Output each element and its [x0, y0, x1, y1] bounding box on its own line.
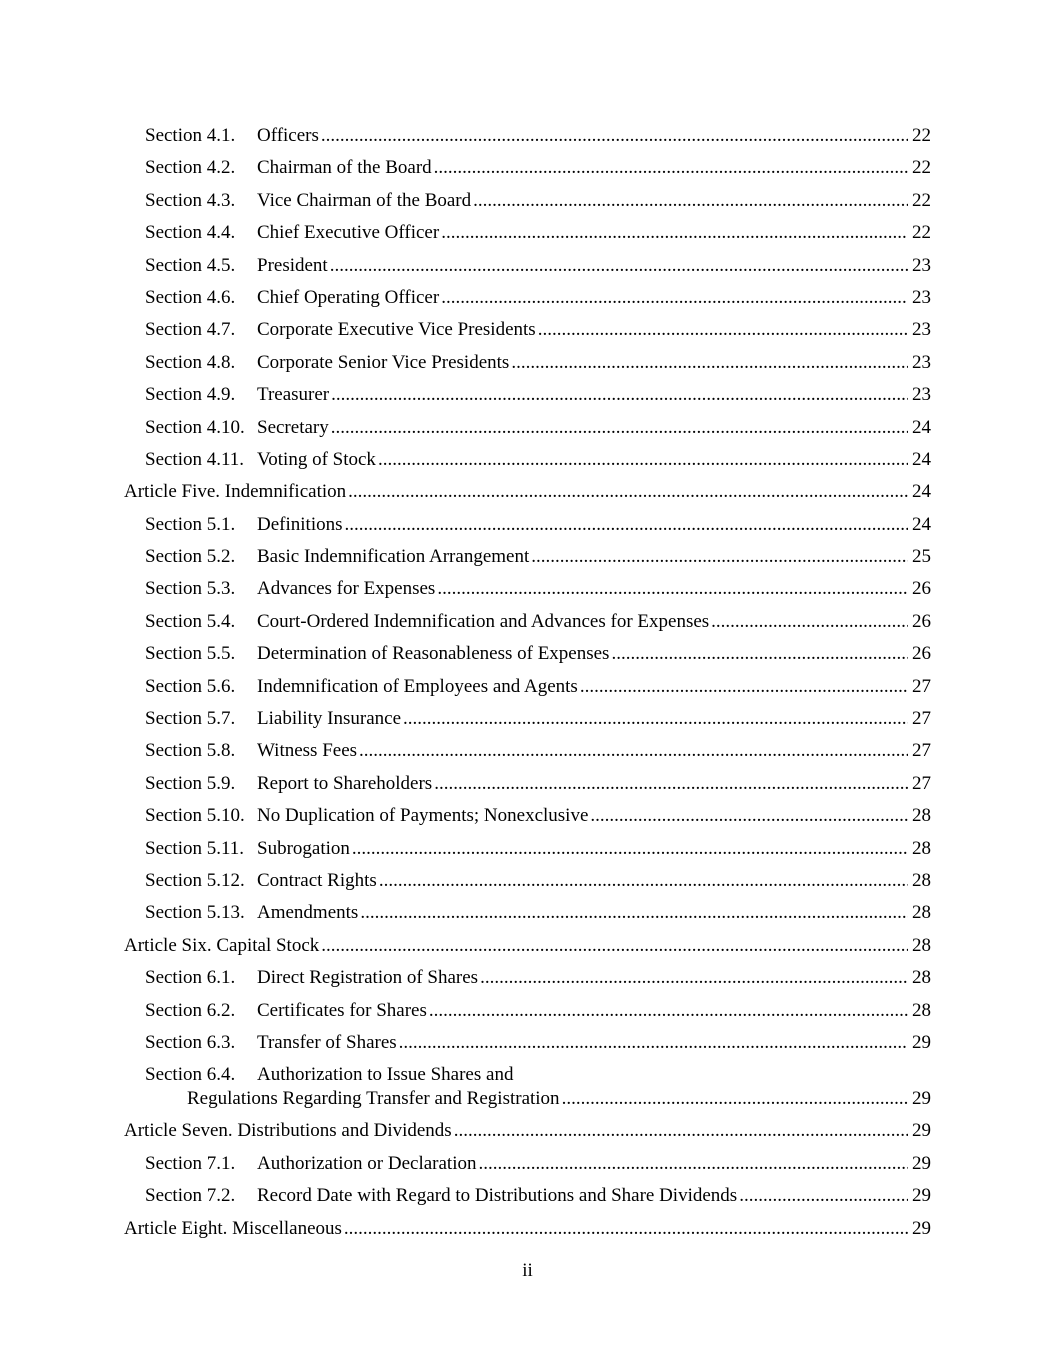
page-reference: 28	[912, 902, 931, 924]
section-title: Certificates for Shares	[257, 999, 427, 1021]
article-title: Article Seven. Distributions and Dividends	[124, 1120, 452, 1142]
toc-entry-section	[0, 1148, 1055, 1180]
dot-leader	[434, 773, 908, 795]
page-reference: 24	[912, 481, 931, 503]
section-number: Section 5.10.	[145, 805, 245, 827]
dot-leader	[454, 1120, 908, 1142]
toc-entry-article	[0, 930, 1055, 962]
toc-entry-section	[0, 671, 1055, 703]
dot-leader	[441, 222, 908, 244]
toc-entry-section	[0, 865, 1055, 897]
dot-leader	[429, 1000, 908, 1022]
toc-entry-section	[0, 541, 1055, 573]
toc-entry-section	[0, 703, 1055, 735]
section-title: Court-Ordered Indemnification and Advances for Expenses	[257, 610, 710, 632]
dot-leader	[611, 643, 908, 665]
toc-entry-article	[0, 1115, 1055, 1147]
toc-entry-section	[0, 638, 1055, 670]
dot-leader	[511, 352, 908, 374]
toc-entry-section	[0, 185, 1055, 217]
section-title: Officers	[257, 125, 319, 146]
section-title: Vice Chairman of the Board	[257, 189, 472, 211]
toc-entry-section	[0, 120, 1055, 152]
toc-entry-first-line	[145, 1064, 513, 1086]
page-reference: 29	[912, 1185, 931, 1207]
toc-entry-article	[0, 1213, 1055, 1245]
dot-leader	[473, 190, 908, 212]
page-reference: 28	[912, 967, 931, 989]
table-of-contents	[0, 120, 1055, 1245]
section-title: Corporate Executive Vice Presidents	[257, 319, 536, 341]
toc-entry-section	[0, 250, 1055, 282]
toc-entry-section	[0, 800, 1055, 832]
section-title: Witness Fees	[257, 740, 358, 762]
toc-entry-section	[0, 444, 1055, 476]
dot-leader	[480, 967, 908, 989]
section-number: Section 5.3.	[145, 578, 236, 600]
page-reference: 29	[912, 1031, 931, 1053]
page-reference: 29	[912, 1088, 931, 1110]
page-reference: 25	[912, 546, 931, 568]
toc-entry-section	[0, 606, 1055, 638]
section-title: Subrogation	[257, 837, 350, 859]
toc-entry-section	[0, 1027, 1055, 1059]
toc-entry-article	[0, 476, 1055, 508]
section-number: Section 5.8.	[145, 740, 236, 762]
section-title: Authorization or Declaration	[257, 1152, 477, 1174]
section-number: Section 5.12.	[145, 869, 245, 891]
toc-entry-section	[0, 314, 1055, 346]
toc-entry-section	[0, 833, 1055, 865]
section-number: Section 7.2.	[145, 1185, 236, 1207]
page-reference: 22	[912, 125, 931, 146]
section-title: Amendments	[257, 902, 359, 924]
page-reference: 26	[912, 643, 931, 665]
dot-leader	[711, 611, 908, 633]
section-number: Section 4.4.	[145, 222, 236, 244]
dot-leader	[562, 1088, 908, 1110]
page-reference: 28	[912, 999, 931, 1021]
dot-leader	[321, 125, 908, 147]
dot-leader	[345, 514, 909, 536]
section-number: Section 5.4.	[145, 610, 236, 632]
section-title: No Duplication of Payments; Nonexclusive	[257, 805, 589, 827]
section-number: Section 7.1.	[145, 1152, 236, 1174]
page-reference: 24	[912, 448, 931, 470]
section-number: Section 5.2.	[145, 546, 236, 568]
dot-leader	[590, 805, 908, 827]
article-title: Article Five. Indemnification	[124, 481, 347, 503]
dot-leader	[352, 838, 908, 860]
toc-entry-section	[0, 962, 1055, 994]
page-reference: 22	[912, 157, 931, 179]
section-number: Section 5.13.	[145, 902, 245, 924]
section-number: Section 5.7.	[145, 708, 236, 730]
page-reference: 23	[912, 319, 931, 341]
dot-leader	[321, 935, 908, 957]
dot-leader	[441, 287, 908, 309]
toc-entry-section	[0, 1059, 1055, 1115]
page-reference: 23	[912, 286, 931, 308]
section-number: Section 4.3.	[145, 189, 236, 211]
section-title: Chief Operating Officer	[257, 286, 440, 308]
page-reference: 28	[912, 869, 931, 891]
section-number: Section 4.8.	[145, 351, 236, 373]
toc-entry-section	[0, 509, 1055, 541]
section-title: Record Date with Regard to Distributions and Share Dividends	[257, 1185, 738, 1207]
dot-leader	[403, 708, 908, 730]
dot-leader	[344, 1218, 908, 1240]
page-reference: 24	[912, 416, 931, 438]
section-number: Section 4.7.	[145, 319, 236, 341]
section-title: Authorization to Issue Shares and	[257, 1064, 514, 1086]
page-reference: 22	[912, 189, 931, 211]
dot-leader	[331, 384, 908, 406]
dot-leader	[399, 1032, 908, 1054]
page-reference: 29	[912, 1120, 931, 1142]
dot-leader	[478, 1153, 908, 1175]
dot-leader	[360, 902, 908, 924]
page-reference: 23	[912, 254, 931, 276]
dot-leader	[538, 319, 908, 341]
section-title: Basic Indemnification Arrangement	[257, 546, 530, 568]
toc-entry-section	[0, 573, 1055, 605]
toc-entry-section	[0, 768, 1055, 800]
section-title: Indemnification of Employees and Agents	[257, 675, 578, 697]
dot-leader	[437, 578, 908, 600]
section-title: Advances for Expenses	[257, 578, 436, 600]
section-number: Section 5.9.	[145, 772, 236, 794]
section-title: Treasurer	[257, 384, 330, 406]
dot-leader	[359, 740, 908, 762]
section-number: Section 4.6.	[145, 286, 236, 308]
page-reference: 28	[912, 805, 931, 827]
page-reference: 27	[912, 740, 931, 762]
section-title: Chairman of the Board	[257, 157, 432, 179]
dot-leader	[331, 417, 908, 439]
section-title: President	[257, 254, 328, 276]
toc-entry-section	[0, 1180, 1055, 1212]
section-title: Determination of Reasonableness of Expenses	[257, 643, 610, 665]
dot-leader	[531, 546, 908, 568]
page-reference: 26	[912, 578, 931, 600]
section-title-continued: Regulations Regarding Transfer and Registration	[187, 1088, 560, 1110]
section-number: Section 6.3.	[145, 1031, 236, 1053]
article-title: Article Eight. Miscellaneous	[124, 1217, 342, 1239]
section-title: Definitions	[257, 513, 343, 535]
section-number: Section 4.9.	[145, 384, 236, 406]
page-reference: 29	[912, 1152, 931, 1174]
toc-entry-section	[0, 995, 1055, 1027]
section-number: Section 6.4.	[145, 1064, 236, 1086]
section-title: Secretary	[257, 416, 329, 438]
page-reference: 23	[912, 351, 931, 373]
page-reference: 27	[912, 675, 931, 697]
page-reference: 22	[912, 222, 931, 244]
page-reference: 27	[912, 708, 931, 730]
dot-leader	[580, 676, 908, 698]
section-number: Section 4.5.	[145, 254, 236, 276]
section-title: Transfer of Shares	[257, 1031, 397, 1053]
section-title: Chief Executive Officer	[257, 222, 440, 244]
section-number: Section 6.2.	[145, 999, 236, 1021]
toc-entry-section	[0, 412, 1055, 444]
toc-entry-section	[0, 347, 1055, 379]
section-number: Section 5.11.	[145, 837, 245, 859]
dot-leader	[348, 481, 908, 503]
dot-leader	[434, 157, 908, 179]
toc-entry-section	[0, 379, 1055, 411]
section-number: Section 5.1.	[145, 513, 236, 535]
dot-leader	[330, 255, 908, 277]
section-title: Report to Shareholders	[257, 772, 433, 794]
section-number: Section 4.10.	[145, 416, 245, 438]
toc-entry-section	[0, 217, 1055, 249]
page-reference: 23	[912, 384, 931, 406]
page-reference: 27	[912, 772, 931, 794]
section-number: Section 5.5.	[145, 643, 236, 665]
section-title: Corporate Senior Vice Presidents	[257, 351, 510, 373]
section-number: Section 6.1.	[145, 967, 236, 989]
section-title: Contract Rights	[257, 869, 377, 891]
page-reference: 28	[912, 934, 931, 956]
page-reference: 24	[912, 513, 931, 535]
section-number: Section 4.2.	[145, 157, 236, 179]
article-title: Article Six. Capital Stock	[124, 934, 320, 956]
section-title: Direct Registration of Shares	[257, 967, 479, 989]
toc-entry-section	[0, 282, 1055, 314]
toc-entry-section	[0, 735, 1055, 767]
page-number: ii	[522, 1260, 533, 1281]
section-number: Section 5.6.	[145, 675, 236, 697]
dot-leader	[378, 449, 908, 471]
toc-entry-section	[0, 152, 1055, 184]
section-title: Voting of Stock	[257, 448, 376, 470]
toc-entry-section	[0, 897, 1055, 929]
section-number: Section 4.11.	[145, 448, 245, 470]
section-title: Liability Insurance	[257, 708, 402, 730]
section-number: Section 4.1.	[145, 125, 236, 146]
page-reference: 26	[912, 610, 931, 632]
page-reference: 28	[912, 837, 931, 859]
dot-leader	[739, 1185, 908, 1207]
dot-leader	[379, 870, 908, 892]
page-reference: 29	[912, 1217, 931, 1239]
